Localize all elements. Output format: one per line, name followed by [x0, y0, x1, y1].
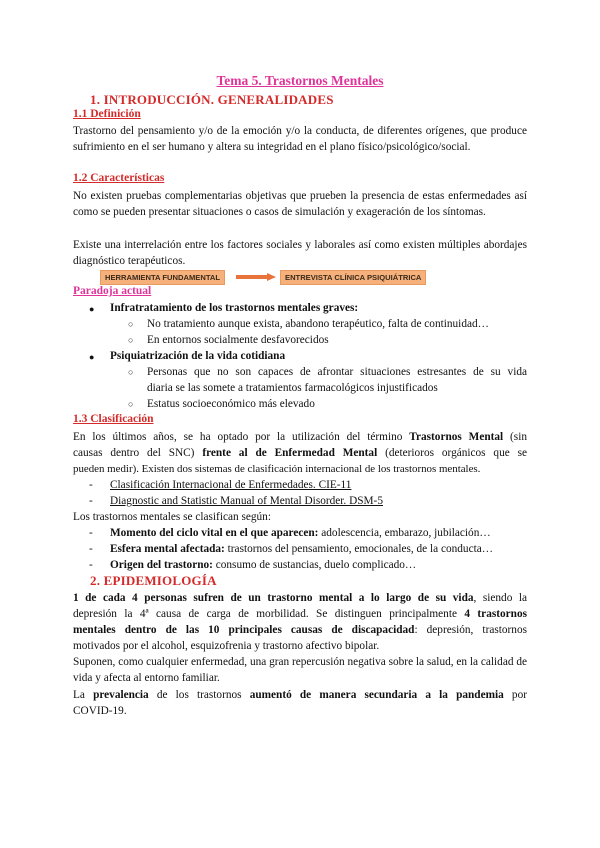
- dash-bullet: -: [89, 527, 93, 539]
- epidemiologia-line: COVID-19.: [73, 705, 127, 717]
- subheading-caracteristicas: 1.2 Características: [73, 172, 165, 184]
- definicion-paragraph: Trastorno del pensamiento y/o de la emoción y/o la conducta, de diferentes orígenes, que produce sufrimiento en el ser humano y altera su integridad en el plano físico/psicológico/social.: [73, 125, 527, 154]
- dash-bullet: -: [89, 479, 93, 491]
- herramienta-diagram: [100, 270, 420, 284]
- circle-bullet-icon: ○: [128, 399, 134, 409]
- subheading-paradoja: Paradoja actual: [73, 285, 152, 297]
- section-heading-introduccion: 1. INTRODUCCIÓN. GENERALIDADES: [90, 92, 334, 107]
- circle-bullet-icon: ○: [128, 319, 134, 329]
- epidemiologia-line: depresión la 4ª causa de carga de morbilidad. Se distinguen principalmente 4 trastornos: [73, 608, 527, 620]
- caracteristicas-paragraph-2: Existe una interrelación entre los factores sociales y laborales así como existen múltiples abordajes diagnóstico terapéuticos.: [73, 239, 527, 268]
- circle-bullet-icon: ○: [128, 367, 134, 377]
- subheading-clasificacion: 1.3 Clasificación: [73, 413, 154, 425]
- epidemiologia-line: mentales dentro de las 10 principales causas de discapacidad: depresión, trastornos: [73, 624, 527, 636]
- clasificacion-line: En los últimos años, se ha optado por la utilización del término Trastornos Mental (sin: [73, 431, 527, 443]
- subheading-definicion: 1.1 Definición: [73, 108, 141, 120]
- caracteristicas-paragraph-1: No existen pruebas complementarias objetivas que prueben la presencia de estas enfermedades así como se pueden presentar situaciones o casos de simulación y exageración de los síntomas.: [73, 190, 527, 219]
- epidemiologia-paragraph-2: Suponen, como cualquier enfermedad, una gran repercusión negativa sobre la salud, en la calidad de vida y afecta al entorno familiar.: [73, 656, 527, 685]
- section-heading-epidemiologia: 2. EPIDEMIOLOGÍA: [90, 573, 217, 588]
- herramienta-box: HERRAMIENTA FUNDAMENTAL: [100, 270, 225, 285]
- arrow-right-icon: [236, 273, 276, 281]
- clasificacion-line: causas dentro del SNC) frente al de Enfermedad Mental (deterioros orgánicos que se: [73, 447, 528, 459]
- bullet-icon: ●: [89, 304, 95, 314]
- circle-bullet-icon: ○: [128, 335, 134, 345]
- bullet-icon: ●: [89, 352, 95, 362]
- dash-bullet: -: [89, 543, 93, 555]
- clasificacion-intro: Los trastornos mentales se clasifican según:: [73, 511, 271, 523]
- document-title: Tema 5. Trastornos Mentales: [216, 73, 384, 88]
- entrevista-box: ENTREVISTA CLÍNICA PSIQUIÁTRICA: [280, 270, 426, 285]
- epidemiologia-line: 1 de cada 4 personas sufren de un trastorno mental a lo largo de su vida, siendo la: [73, 592, 527, 604]
- epidemiologia-line: La prevalencia de los trastornos aumentó de manera secundaria a la pandemia por: [73, 689, 527, 701]
- dash-bullet: -: [89, 559, 93, 571]
- epidemiologia-line: motivados por el alcohol, esquizofrenia y trastorno afectivo bipolar.: [73, 640, 380, 652]
- clasificacion-line: pueden medir). Existen dos sistemas de clasificación internacional de los trastornos mentales.: [73, 463, 481, 475]
- dash-bullet: -: [89, 495, 93, 507]
